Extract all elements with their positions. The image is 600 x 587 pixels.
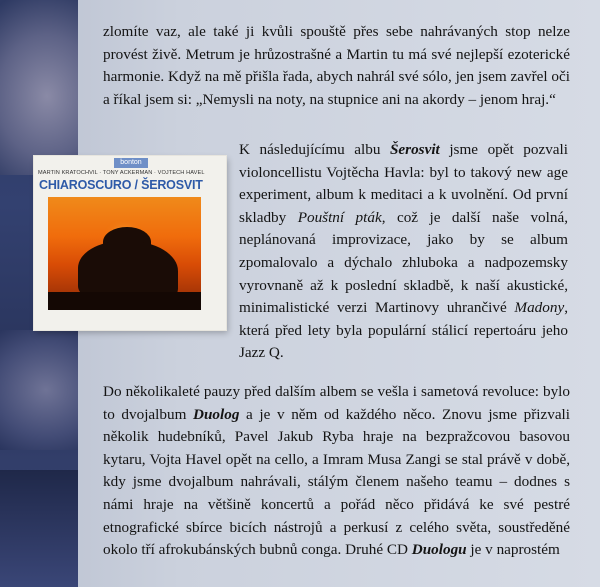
- cover-title: CHIAROSCURO / ŠEROSVIT: [39, 178, 203, 192]
- album-cover: [34, 156, 226, 330]
- cover-names: MARTIN KRATOCHVÍL · TONY ACKERMAN · VOJTĚCH HAVEL: [38, 170, 205, 176]
- paragraph-1: zlomíte vaz, ale také ji kvůli spouště přes sebe nahrávaných stop nelze provést živě. Metrum je hrůzostrašné a Martin tu má své nejlepší ezoterické harmonie. Když na mě přišla řada, abych nahrál své sólo, jen jsem zavřel oči a říkal jsem si: „Nemysli na noty, na stupnice ani na akordy – jenom hraj.“: [103, 23, 570, 108]
- paragraph-2: [239, 139, 568, 365]
- paragraph-3: [103, 381, 570, 562]
- cover-artwork: [48, 197, 201, 310]
- album-title-duologu: Duologu: [411, 541, 467, 559]
- album-title-serosvit: Šerosvit: [389, 141, 440, 158]
- ground: [48, 292, 201, 310]
- photo-hand: [0, 330, 78, 450]
- photo-lower: [0, 470, 78, 587]
- p3-text-2: a je v něm od každého něco. Znovu jsme přizvali několik hudebníků, Pavel Jakub Ryba hraje na bezpražcovou basovou kytaru, Vojta Havel opět na cello, a Imram Musa Zangi se stal právě v době, kdy jsme dvojalbum nahrávali, stálým členem našeho teamu – dodnes s námi hraje na většině koncertů a pořád něco přidává ke své pestré etnografické sbírce bicích nástrojů a perkusí z celého světa, soustředěné okolo tří afrokubánských bubnů conga. Druhé CD: [103, 405, 571, 559]
- photo-face: [0, 0, 78, 175]
- p2-text-1: K následujícímu albu: [239, 141, 390, 158]
- p2-text-3: , což je další naše volná, neplánovaná improvizace, jako by se album zpomalovalo a dýchalo zhluboka a nadpozemsky vyrovnaně až k poslední skladbě, k naší akustické, minimalistické verzi Martinovy uhrančivé: [239, 208, 569, 317]
- cover-label: bonton: [114, 158, 148, 168]
- p3-text-1: Do několikaleté pauzy před dalším albem se vešla i sametová revoluce: bylo to dvojalbum: [103, 383, 570, 423]
- p2-text-2: jsme opět pozvali violoncellistu Vojtěcha Havla: byl to takový new age experiment, album k meditaci a k uvolnění. Od první skladby: [239, 141, 568, 226]
- p3-text-3: je v naprostém: [466, 541, 560, 559]
- track-poustni-ptak: Pouštní pták: [297, 208, 382, 226]
- track-madony: Madony: [514, 299, 565, 317]
- album-title-duolog: Duolog: [193, 405, 240, 423]
- p2-text-4: , která před lety byla populární stálicí repertoáru jeho Jazz Q.: [239, 299, 568, 362]
